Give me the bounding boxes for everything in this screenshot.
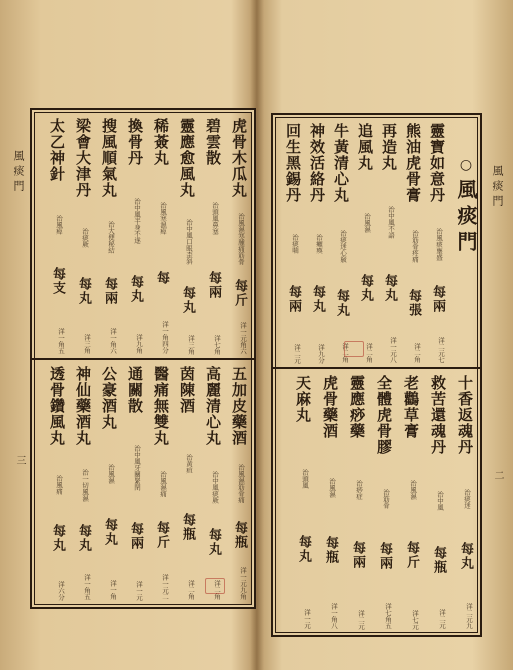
register-column [127,118,142,354]
sale-unit: 每兩 [286,284,301,313]
medicine-name: 熊油虎骨膏 [404,123,422,203]
medicine-name: 太乙神針 [48,118,66,182]
medicine-description: 治中風痰厥 [211,470,219,504]
medicine-name: 牛黃清心丸 [332,123,350,203]
medicine-description: 治筋骨 [382,488,390,508]
medicine-name: 搜風順氣丸 [100,118,118,198]
medicine-description: 治黃疸 [185,453,193,474]
medicine-name: 老鸛草膏 [402,375,420,439]
register-column [231,118,246,354]
medicine-description: 治風寒濕痺 [159,202,167,235]
sale-unit: 每瓶 [232,521,247,550]
sale-unit: 每張 [406,288,421,317]
medicine-description: 治筋骨疼痛 [411,229,419,263]
medicine-price: 洋六分 [57,580,65,600]
medicine-name: 靈應痧藥 [348,375,366,439]
medicine-price: 洋二元九 [465,603,473,629]
register-column [381,123,396,363]
medicine-name: 神效活絡丹 [308,123,326,203]
right-page-frame [271,113,482,637]
register-column [457,375,472,629]
sale-unit: 每丸 [382,273,397,302]
medicine-price: 洋二元 [357,609,365,629]
medicine-name: 天麻丸 [294,375,312,423]
sale-unit: 每兩 [206,270,221,299]
medicine-name: 救苦還魂丹 [429,375,447,455]
medicine-price: 洋二元 [293,343,301,363]
sale-unit: 每兩 [128,521,143,550]
sale-unit: 每兩 [102,276,117,305]
sale-unit: 每丸 [180,285,195,314]
medicine-description: 治風濕 [363,212,371,233]
medicine-description: 治中風 [436,490,444,511]
page-title-text: 風痰門 [454,179,478,257]
medicine-price: 洋一角五 [57,327,65,354]
sale-unit: 每丸 [206,527,221,556]
medicine-name: 透骨鑽風丸 [48,366,66,446]
register-column [101,118,116,354]
right-divider [273,367,480,369]
sale-unit: 每斤 [404,540,419,569]
register-column [295,375,310,629]
medicine-price: 洋二元 [438,609,446,629]
medicine-description: 治頭風 [301,469,309,489]
sale-unit: 每 [154,271,169,286]
register-column [231,366,246,600]
left-page-number: 三 [14,455,25,469]
medicine-price: 洋七元 [411,609,419,629]
medicine-description: 治風濕痛 [159,470,167,497]
medicine-name: 換骨丹 [126,118,144,166]
medicine-name: 碧雲散 [204,118,222,166]
medicine-description: 治風濕 [409,480,417,500]
sale-unit: 每兩 [430,284,445,313]
right-page-number: 二 [492,470,503,484]
sale-unit: 每瓶 [431,545,446,574]
medicine-description: 治中風不語 [387,206,395,239]
medicine-description: 治痰厥 [81,227,89,248]
register-column [49,366,64,600]
sale-unit: 每丸 [76,523,91,552]
register-column [357,123,372,363]
sale-unit: 每丸 [128,274,143,303]
medicine-price: 洋一元 [135,580,143,600]
medicine-description: 治痰迷 [463,488,471,508]
sale-unit: 每丸 [50,523,65,552]
register-column [179,118,194,354]
medicine-name: 虎骨木瓜丸 [230,118,248,198]
medicine-price: 洋七角五 [384,603,392,629]
medicine-price: 洋二角 [341,343,349,363]
medicine-price: 洋一元二 [161,573,169,600]
medicine-name: 追風丸 [356,123,374,171]
medicine-name: 全體虎骨膠 [375,375,393,455]
page-title [456,157,476,257]
medicine-description: 治中風牙關緊閉 [133,445,141,491]
medicine-name: 通關散 [126,366,144,414]
medicine-description: 治風濕寒腫痛筋骨 [237,212,245,265]
medicine-name: 靈寶如意丹 [428,123,446,203]
medicine-price: 洋九分 [317,343,325,363]
register-column [205,118,220,354]
medicine-name: 虎骨藥酒 [321,375,339,439]
sale-unit: 每瓶 [180,512,195,541]
register-column [49,118,64,354]
register-column [403,375,418,629]
medicine-price: 洋一角六 [109,327,117,354]
medicine-name: 再造丸 [380,123,398,171]
medicine-name: 高麗清心丸 [204,366,222,446]
medicine-description: 治頭風鼻塞 [211,202,219,235]
medicine-name: 醫痛無雙丸 [152,366,170,446]
left-page-frame [30,108,256,609]
medicine-price: 洋三角 [187,334,195,354]
medicine-description: 治風痺 [55,214,63,235]
sale-unit: 每丸 [102,518,117,547]
red-seal-stamp [344,341,364,357]
register-column [153,366,168,600]
medicine-price: 洋一元角六 [239,321,247,354]
register-column [309,123,324,363]
register-column [179,366,194,600]
register-column [75,118,90,354]
medicine-description: 治風痛 [55,475,63,495]
medicine-price: 洋三角 [83,334,91,354]
sale-unit: 每丸 [310,284,325,313]
medicine-description: 治中風半身不遂 [133,197,141,244]
medicine-description: 治痰喘 [291,234,299,254]
medicine-price: 洋一元 [303,609,311,629]
medicine-description: 治癱瘓 [315,234,323,254]
register-column [349,375,364,629]
sale-unit: 每兩 [377,541,392,570]
medicine-description: 治痧症 [355,480,363,500]
medicine-description: 治風痰壅盛 [435,227,443,260]
register-column [322,375,337,629]
medicine-price: 洋一元八 [389,336,397,363]
medicine-description: 治風濕 [107,464,115,484]
medicine-description: 治風濕筋骨痛 [237,464,245,504]
medicine-name: 神仙藥酒丸 [74,366,92,446]
medicine-price: 洋九角 [135,334,143,354]
sale-unit: 每支 [50,267,65,296]
register-column [127,366,142,600]
circle-mark-icon: ○ [458,157,474,179]
medicine-description: 治中風口眼歪斜 [185,219,193,265]
sale-unit: 每丸 [76,276,91,305]
medicine-description: 治風濕 [328,477,336,498]
sale-unit: 每斤 [154,521,169,550]
sale-unit: 每斤 [232,279,247,307]
sale-unit: 每丸 [296,535,311,564]
medicine-name: 十香返魂丹 [456,375,474,455]
medicine-price: 洋二角 [365,343,373,363]
register-column [285,123,300,363]
left-divider [32,358,254,360]
medicine-price: 洋二角 [413,343,421,363]
medicine-name: 茵陳酒 [178,366,196,414]
medicine-price: 洋一角四分 [161,321,169,354]
medicine-price: 洋二角 [213,580,221,600]
medicine-price: 洋二元七 [437,337,445,363]
medicine-price: 洋一元九角 [239,567,247,600]
register-column [153,118,168,354]
medicine-description: 治痰迷心竅 [339,229,347,263]
red-seal-stamp [205,578,225,594]
register-column [205,366,220,600]
right-margin-label: 風痰門 [491,165,504,210]
sale-unit: 每兩 [350,540,365,569]
medicine-name: 公豪酒丸 [100,366,118,430]
medicine-name: 靈應愈風丸 [178,118,196,198]
register-column [101,366,116,600]
medicine-description: 治大便秘結 [107,221,115,254]
sale-unit: 每丸 [458,541,473,570]
register-column [430,375,445,629]
medicine-price: 洋一角五 [83,574,91,600]
medicine-description: 治一切風濕 [81,468,89,501]
medicine-price: 洋一角 [109,580,117,600]
medicine-price: 洋一角八 [330,602,338,629]
sale-unit: 每丸 [334,288,349,317]
sale-unit: 每丸 [358,273,373,302]
medicine-name: 稀薟丸 [152,118,170,166]
medicine-name: 五加皮藥酒 [230,366,248,446]
register-column [75,366,90,600]
register-column [376,375,391,629]
register-column [405,123,420,363]
medicine-name: 回生黑錫丹 [284,123,302,203]
register-column [429,123,444,363]
sale-unit: 每瓶 [323,536,338,565]
left-margin-label: 風痰門 [12,150,25,195]
medicine-price: 洋七角 [213,334,221,354]
medicine-price: 洋二角 [187,580,195,600]
register-column [333,123,348,363]
medicine-name: 梁會大津丹 [74,118,92,198]
